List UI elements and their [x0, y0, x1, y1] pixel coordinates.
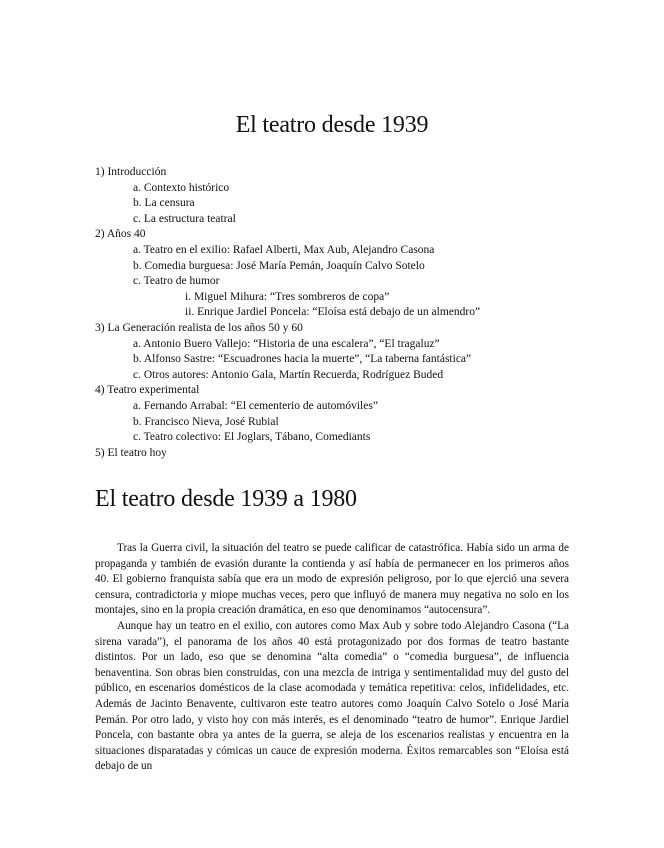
outline-item: c. Teatro de humor — [133, 275, 220, 288]
outline-item: b. Alfonso Sastre: “Escuadrones hacia la muerte”, “La taberna fantástica” — [133, 353, 472, 366]
outline-item: c. Teatro colectivo: El Joglars, Tábano, Comediants — [133, 431, 371, 444]
outline-item: ii. Enrique Jardiel Poncela: “Eloísa está debajo de un almendro” — [185, 306, 481, 319]
document-title: El teatro desde 1939 — [235, 112, 429, 138]
outline-item: b. La censura — [133, 197, 195, 210]
outline-item: 5) El teatro hoy — [95, 446, 167, 459]
body-paragraph: Tras la Guerra civil, la situación del teatro se puede calificar de catastrófica. Había sido un arma de propaganda y también de evasión durante la contienda y así había de permanecer en los primeros años 40. El gobierno franquista sabía que era un modo de expresión peligroso, por lo que ejerció una severa censura, contradictoria y miope muchas veces, pero que influyó de manera muy negativa no solo en los montajes, sino en la propia creación dramática, en eso que denominamos “autocensura”. — [95, 542, 569, 617]
outline-item: c. La estructura teatral — [133, 212, 236, 225]
outline-item: a. Antonio Buero Vallejo: “Historia de una escalera”, “El tragaluz” — [133, 337, 440, 350]
outline-item: a. Fernando Arrabal: “El cementerio de automóviles” — [133, 399, 378, 412]
outline-item: 4) Teatro experimental — [95, 384, 200, 397]
outline-item: a. Teatro en el exilio: Rafael Alberti, Max Aub, Alejandro Casona — [133, 243, 435, 256]
outline-item: i. Miguel Mihura: “Tres sombreros de copa” — [185, 290, 390, 303]
outline-item: 2) Años 40 — [95, 228, 146, 241]
outline-list — [95, 165, 575, 461]
outline-item: 3) La Generación realista de los años 50 y 60 — [95, 321, 303, 334]
outline-item: c. Otros autores: Antonio Gala, Martín Recuerda, Rodríguez Buded — [133, 368, 444, 381]
body-text — [95, 541, 569, 775]
section-heading: El teatro desde 1939 a 1980 — [95, 486, 357, 512]
outline-item: b. Comedia burguesa: José María Pemán, Joaquín Calvo Sotelo — [133, 259, 425, 272]
outline-item: a. Contexto histórico — [133, 181, 230, 194]
body-paragraph: Aunque hay un teatro en el exilio, con autores como Max Aub y sobre todo Alejandro Casona (“La sirena varada”), el panorama de los años 40 está protagonizado por dos formas de teatro bastante distintos. Por un lado, eso que se denomina “alta comedia” o “comedia burguesa”, de influencia benaventina. Son obras bien construidas, con una mezcla de intriga y sentimentalidad muy del gusto del público, en escenarios domésticos de la clase acomodada y temática repetitiva: celos, infidelidades, etc. Además de Jacinto Benavente, cultivaron este teatro autores como Joaquín Calvo Sotelo o José María Pemán. Por otro lado, y visto hoy con más interés, es el denominado “teatro de humor”. Enrique Jardiel Poncela, con bastante obra ya antes de la guerra, se aleja de los escenarios realistas y encuentra en la situaciones disparatadas y cómicas un cauce de expresión moderna. Éxitos remarcables son “Eloísa está debajo de un — [95, 619, 569, 773]
outline-item: b. Francisco Nieva, José Rubial — [133, 415, 279, 428]
outline-item: 1) Introducción — [95, 166, 167, 178]
